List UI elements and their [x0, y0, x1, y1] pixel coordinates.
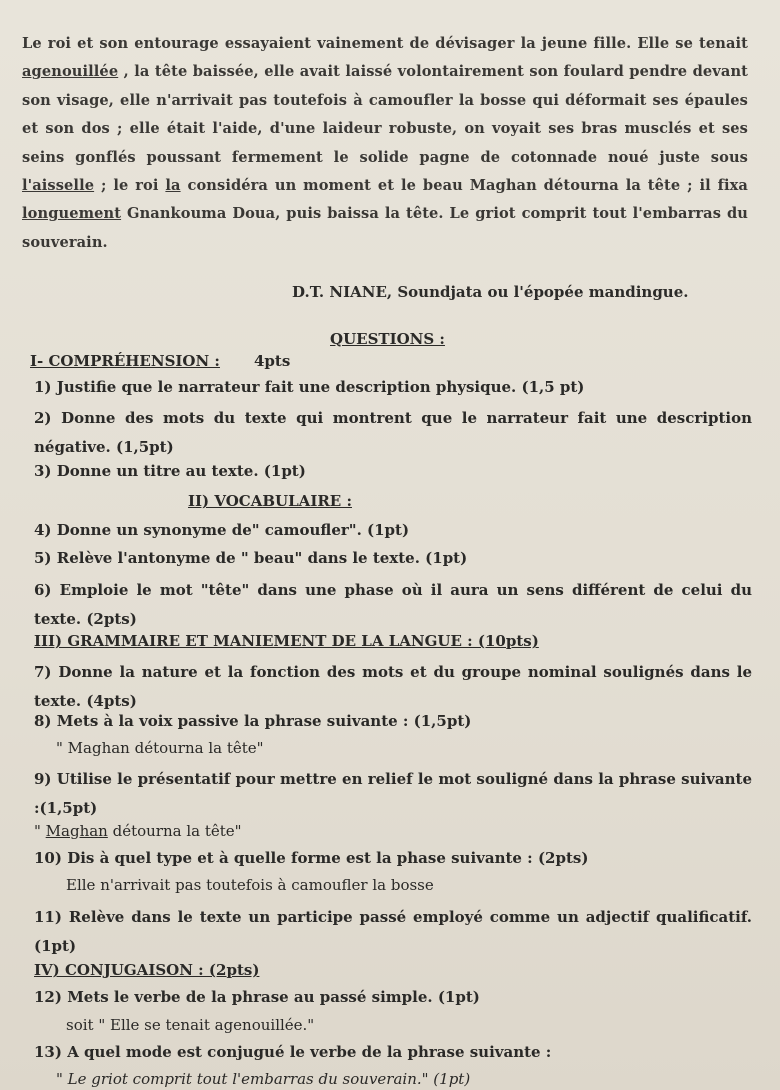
question-13: 13) A quel mode est conjugué le verbe de la phrase suivante : [34, 1043, 552, 1061]
question-9: 9) Utilise le présentatif pour mettre en relief le mot souligné dans la phrase suivante :(1,5pt) [34, 770, 752, 817]
underlined-word-longuement: longuement [22, 205, 122, 223]
question-10: 10) Dis à quel type et à quelle forme est la phase suivante : (2pts) [34, 849, 589, 867]
underlined-word-aisselle: l'aisselle [22, 177, 95, 195]
question-9-sentence [34, 822, 242, 840]
section-title: I- COMPRÉHENSION : [30, 352, 220, 370]
passage-text: Le roi et son entourage essayaient vainement de dévisager la jeune fille. Elle se tenait [22, 35, 748, 52]
underlined-word-agenouillee: agenouillée [22, 63, 119, 81]
questions-title: QUESTIONS : [330, 330, 445, 348]
section-title: II) VOCABULAIRE : [188, 492, 352, 510]
question-8-sentence: " Maghan détourna la tête" [56, 739, 264, 757]
underlined-word-maghan: Maghan [45, 822, 108, 840]
section-title: III) GRAMMAIRE ET MANIEMENT DE LA LANGUE : (10pts) [34, 632, 539, 650]
question-12: 12) Mets le verbe de la phrase au passé simple. (1pt) [34, 988, 480, 1006]
sentence-rest: détourna la tête" [107, 822, 242, 840]
passage-text: Gnankouma Doua, puis baissa la tête. Le griot comprit tout l'embarras du souverain. [22, 205, 748, 251]
passage-text: considéra un moment et le beau Maghan détourna la tête ; il fixa [180, 177, 748, 195]
question-2: 2) Donne des mots du texte qui montrent que le narrateur fait une description négative. (1,5pt) [34, 409, 752, 456]
question-8: 8) Mets à la voix passive la phrase suivante : (1,5pt) [34, 712, 472, 730]
question-1: 1) Justifie que le narrateur fait une description physique. (1,5 pt) [34, 378, 585, 396]
quote-open: " [34, 822, 46, 840]
passage-text: , la tête baissée, elle avait laissé volontairement son foulard pendre devant son visage, elle n'arrivait pas toutefois à camoufler la bosse qui déformait ses épaules et son dos ; elle était l'aide, d'une laideur robuste, on voyait ses bras musclés et ses seins gonflés poussant fermement le solide pagne de cotonnade noué juste sous [22, 63, 748, 166]
question-4: 4) Donne un synonyme de" camoufler". (1pt) [34, 521, 410, 539]
passage-source: D.T. NIANE, Soundjata ou l'épopée mandingue. [292, 283, 689, 301]
section-points: 4pts [253, 352, 291, 370]
question-13-sentence: " Le griot comprit tout l'embarras du souverain." (1pt) [56, 1070, 471, 1088]
section-grammaire [34, 632, 539, 650]
section-conjugaison [34, 961, 259, 979]
underlined-word-la: la [165, 177, 181, 195]
question-6: 6) Emploie le mot "tête" dans une phase où il aura un sens différent de celui du texte. (2pts) [34, 581, 752, 628]
question-5: 5) Relève l'antonyme de " beau" dans le texte. (1pt) [34, 549, 468, 567]
section-title: IV) CONJUGAISON : (2pts) [34, 961, 260, 979]
section-vocabulaire [188, 492, 352, 510]
question-3: 3) Donne un titre au texte. (1pt) [34, 462, 306, 480]
passage-text: ; le roi [94, 177, 166, 195]
question-7: 7) Donne la nature et la fonction des mots et du groupe nominal soulignés dans le texte. (4pts) [34, 663, 752, 710]
section-comprehension [30, 352, 290, 370]
question-11: 11) Relève dans le texte un participe passé employé comme un adjectif qualificatif. (1pt) [34, 908, 752, 955]
reading-passage [22, 30, 748, 257]
question-12-sentence: soit " Elle se tenait agenouillée." [66, 1016, 315, 1034]
question-10-sentence: Elle n'arrivait pas toutefois à camoufler la bosse [66, 876, 434, 894]
